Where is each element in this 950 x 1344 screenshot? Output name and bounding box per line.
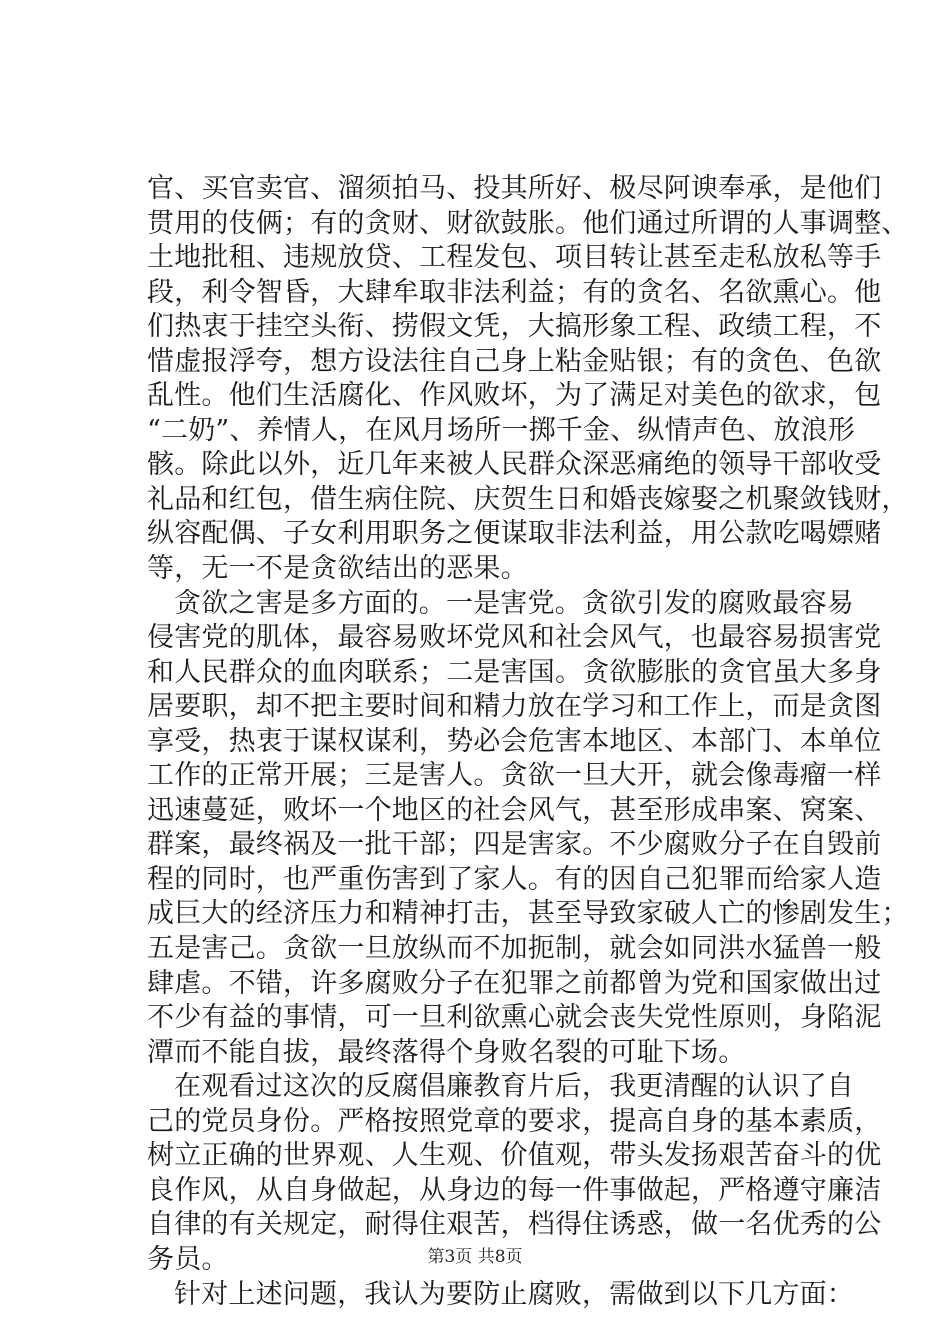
text-line: 土地批租、违规放贷、工程发包、项目转让甚至走私放私等手 — [147, 242, 882, 274]
text-line: 居要职，却不把主要时间和精力放在学习和工作上，而是贪图 — [147, 691, 882, 723]
text-line: 肆虐。不错，许多腐败分子在犯罪之前都曾为党和国家做出过 — [147, 967, 882, 999]
text-line: 程的同时，也严重伤害到了家人。有的因自己犯罪而给家人造 — [147, 863, 882, 895]
text-line: 段，利令智昏，大肆牟取非法利益；有的贪名、名欲熏心。他 — [147, 276, 882, 308]
text-line: 迅速蔓延，败坏一个地区的社会风气，甚至形成串案、窝案、 — [147, 794, 882, 826]
text-line: 不少有益的事情，可一旦利欲熏心就会丧失党性原则，身陷泥 — [147, 1002, 882, 1034]
text-line: 惜虚报浮夸，想方设法往自己身上粘金贴银；有的贪色、色欲 — [147, 345, 882, 377]
text-line: 务员。 — [147, 1243, 229, 1275]
text-line: 成巨大的经济压力和精神打击，甚至导致家破人亡的惨剧发生； — [147, 898, 909, 930]
text-line: 礼品和红包，借生病住院、庆贺生日和婚丧嫁娶之机聚敛钱财， — [147, 483, 909, 515]
text-line: 官、买官卖官、溜须拍马、投其所好、极尽阿谀奉承，是他们 — [147, 173, 882, 204]
text-line: 乱性。他们生活腐化、作风败坏，为了满足对美色的欲求，包 — [147, 380, 882, 412]
text-line: 工作的正常开展；三是害人。贪欲一旦大开，就会像毒瘤一样 — [147, 760, 882, 792]
text-line: 们热衷于挂空头衔、捞假文凭，大搞形象工程、政绩工程，不 — [147, 311, 882, 343]
text-line: 树立正确的世界观、人生观、价值观，带头发扬艰苦奋斗的优 — [147, 1140, 882, 1172]
text-line: 五是害己。贪欲一旦放纵而不加扼制，就会如同洪水猛兽一般 — [147, 933, 882, 965]
text-line: 在观看过这次的反腐倡廉教育片后，我更清醒的认识了自 — [174, 1071, 854, 1103]
text-line: 潭而不能自拔，最终落得个身败名裂的可耻下场。 — [147, 1036, 746, 1068]
text-line: 等，无一不是贪欲结出的恶果。 — [147, 553, 528, 585]
text-line: 自律的有关规定，耐得住艰苦，档得住诱惑，做一名优秀的公 — [147, 1209, 882, 1241]
text-line: 己的党员身份。严格按照党章的要求，提高自身的基本素质， — [147, 1105, 882, 1137]
text-line: “二奶”、养情人，在风月场所一掷千金、纵情声色、放浪形 — [147, 414, 856, 446]
document-body — [147, 172, 909, 1312]
text-line: 贪欲之害是多方面的。一是害党。贪欲引发的腐败最容易 — [174, 587, 854, 619]
text-line: 良作风，从自身做起，从身边的每一件事做起，严格遵守廉洁 — [147, 1174, 882, 1206]
text-line: 纵容配偶、子女利用职务之便谋取非法利益，用公款吃喝嫖赌 — [147, 518, 882, 550]
text-line: 和人民群众的血肉联系；二是害国。贪欲膨胀的贪官虽大多身 — [147, 656, 882, 688]
text-line: 针对上述问题，我认为要防止腐败，需做到以下几方面： — [174, 1278, 854, 1310]
text-line: 骸。除此以外，近几年来被人民群众深恶痛绝的领导干部收受 — [147, 449, 882, 481]
text-line: 享受，热衷于谋权谋利，势必会危害本地区、本部门、本单位 — [147, 725, 882, 757]
text-line: 群案，最终祸及一批干部；四是害家。不少腐败分子在自毁前 — [147, 829, 882, 861]
page-footer: 第3页 共8页 — [427, 1247, 523, 1267]
text-line: 贯用的伎俩；有的贪财、财欲鼓胀。他们通过所谓的人事调整、 — [147, 207, 909, 239]
text-line: 侵害党的肌体，最容易败坏党风和社会风气，也最容易损害党 — [147, 622, 882, 654]
